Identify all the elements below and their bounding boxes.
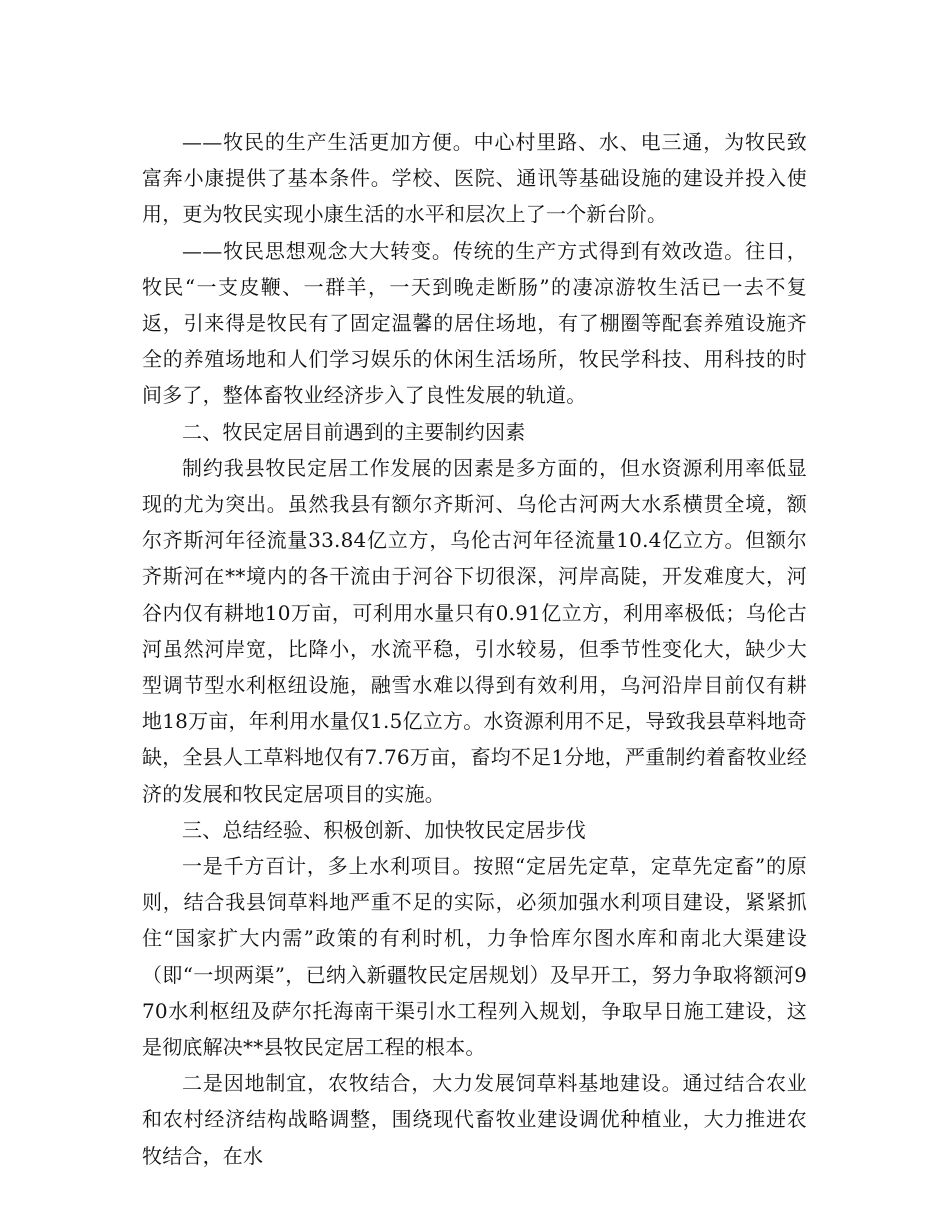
section-heading-experience: 三、总结经验、积极创新、加快牧民定居步伐: [182, 817, 586, 842]
paragraph-convenience: ——牧民的生产生活更加方便。中心村里路、水、电三通，为牧民致富奔小康提供了基本条件。学校、医院、通讯等基础设施的建设并投入使用，更为牧民实现小康生活的水平和层次上了一个新台阶。: [142, 130, 807, 227]
paragraph-water-resources: 制约我县牧民定居工作发展的因素是多方面的，但水资源利用率低显现的尤为突出。虽然我县有额尔齐斯河、乌伦古河两大水系横贯全境，额尔齐斯河年径流量33.84亿立方，乌伦古河年径流量10.4亿立方。但额尔齐斯河在**境内的各干流由于河谷下切很深，河岸高陡，开发难度大，河谷内仅有耕地10万亩，可利用水量只有0.91亿立方，利用率极低；乌伦古河虽然河岸宽，比降小，水流平稳，引水较易，但季节性变化大，缺少大型调节型水利枢纽设施，融雪水难以得到有效利用，乌河沿岸目前仅有耕地18万亩，年利用水量仅1.5亿立方。水资源利用不足，导致我县草料地奇缺，全县人工草料地仅有7.76万亩，畜均不足1分地，严重制约着畜牧业经济的发展和牧民定居项目的实施。: [142, 455, 807, 806]
section-heading-constraints: 二、牧民定居目前遇到的主要制约因素: [182, 419, 526, 444]
paragraph-water-projects: 一是千方百计，多上水利项目。按照“定居先定草，定草先定畜”的原则，结合我县饲草料地严重不足的实际，必须加强水利项目建设，紧紧抓住“国家扩大内需”政策的有利时机，力争恰库尔图水库和南北大渠建设（即“一坝两渠”，已纳入新疆牧民定居规划）及早开工，努力争取将额河970水利枢纽及萨尔托海南干渠引水工程列入规划，争取早日施工建设，这是彻底解决**县牧民定居工程的根本。: [142, 854, 807, 1060]
paragraph-mindset-change: ——牧民思想观念大大转变。传统的生产方式得到有效改造。往日，牧民“一支皮鞭、一群羊，一天到晚走断肠”的凄凉游牧生活已一去不复返，引来得是牧民有了固定温馨的居住场地，有了棚圈等配套养殖设施齐全的养殖场地和人们学习娱乐的休闲生活场所，牧民学科技、用科技的时间多了，整体畜牧业经济步入了良性发展的轨道。: [142, 238, 807, 408]
paragraph-forage-base: 二是因地制宜，农牧结合，大力发展饲草料基地建设。通过结合农业和农村经济结构战略调整，围绕现代畜牧业建设调优种植业，大力推进农牧结合，在水: [142, 1071, 807, 1168]
document-body: [142, 124, 807, 1174]
